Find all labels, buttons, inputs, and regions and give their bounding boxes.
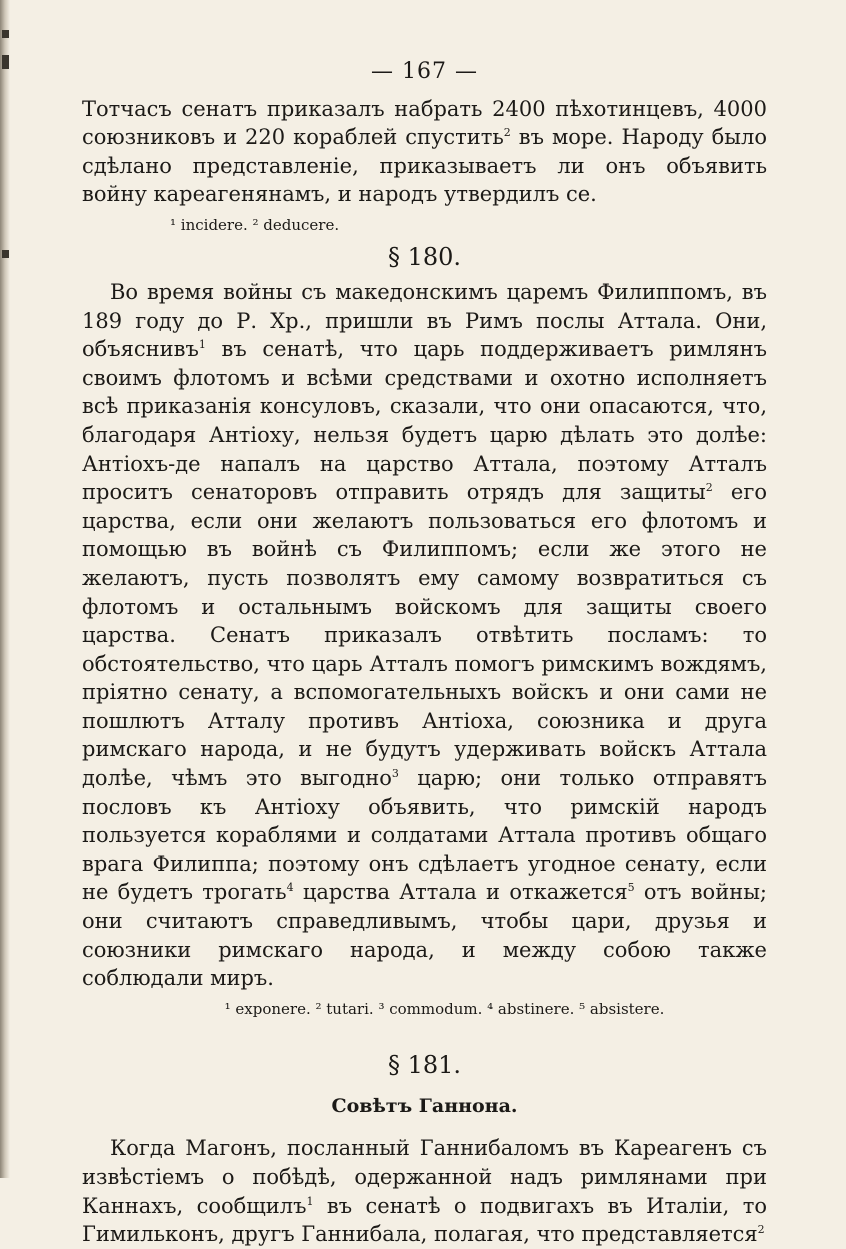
section-180-paragraph	[82, 278, 767, 993]
footnote-ref: 2	[503, 126, 511, 140]
footnote-ref: 3	[391, 767, 399, 781]
edge-mark	[2, 30, 9, 38]
text-run: Когда Магонъ, посланный Ганнибаломъ въ Кареагенъ съ извѣстіемъ о побѣдѣ, одержанной надъ римлянами при Каннахъ, сообщилъ	[82, 1136, 767, 1218]
edge-mark	[2, 55, 9, 69]
text-run: въ море. Народу было сдѣлано представленіе, приказываетъ ли онъ объявить войну кареагенянамъ, и народъ утвердилъ се.	[82, 125, 767, 207]
section-180-heading: § 180.	[387, 242, 462, 271]
text-run: царю; они только отправятъ пословъ къ Антіоху объявить, что римскій народъ пользуется кораблями и солдатами Аттала противъ общаго врага Филиппа; поэтому онъ сдѣлаетъ угодное сенату, если не будетъ трогать	[82, 766, 767, 905]
footnote-ref: 2	[705, 481, 713, 495]
section-181-heading: § 181.	[387, 1050, 462, 1079]
text-run: въ сенатѣ о подвигахъ въ Италіи, то Гимильконъ, другъ Ганнибала, полагая, что представляется	[82, 1193, 767, 1247]
footnotes-section-180: ¹ exponere. ² tutari. ³ commodum. ⁴ abstinere. ⁵ absistere.	[224, 999, 665, 1018]
text-run: царства Аттала и откажется	[293, 880, 628, 905]
top-paragraph	[82, 95, 767, 209]
page-edge	[0, 0, 10, 1178]
footnote-ref: 1	[198, 338, 206, 352]
text-run: Во время войны съ македонскимъ царемъ Филиппомъ, въ 189 году до Р. Хр., пришли въ Римъ послы Аттала. Они, объяснивъ	[82, 279, 767, 362]
footnotes-top: ¹ incidere. ² deducere.	[170, 215, 340, 234]
footnote-ref: 5	[627, 881, 635, 895]
section-181-paragraph	[82, 1134, 767, 1248]
edge-mark	[2, 250, 9, 258]
text-run: его царства, если они желаютъ пользоваться его флотомъ и помощью въ войнѣ съ Филиппомъ; если же этого не желаютъ, пусть позволятъ ему самому возвратиться съ флотомъ и остальнымъ войскомъ для защиты своего царства. Сенатъ приказалъ отвѣтить посламъ: то обстоятельство, что царь Атталъ помогъ римскимъ вождямъ, пріятно сенату, а вспомогательныхъ войскъ и они сами не пошлютъ Атталу противъ Антіоха, союзника и друга римскаго народа, и не будутъ удерживать войскъ Аттала долѣе, чѣмъ это выгодно	[82, 480, 768, 791]
text-run: отъ войны; они считаютъ справедливымъ, чтобы цари, друзья и союзники римскаго народа, и между собою также соблюдали миръ.	[82, 880, 767, 991]
text-run: въ сенатѣ, что царь поддерживаетъ римлянъ своимъ флотомъ и всѣми средствами и охотно исполняетъ всѣ приказанія консуловъ, сказали, что они опасаются, что, благодаря Антіоху, нельзя будетъ царю дѣлать это долѣе: Антіохъ-де напалъ на царство Аттала, поэтому Атталъ проситъ сенаторовъ отправить отрядъ для защиты	[82, 337, 767, 505]
footnote-ref: 4	[286, 881, 294, 895]
page-text	[82, 58, 767, 1249]
page-number: — 167 —	[371, 59, 478, 84]
text-run: Тотчасъ сенатъ приказалъ набрать 2400 пѣхотинцевъ, 4000 союзниковъ и 220 кораблей спустить	[82, 96, 767, 150]
section-181-subtitle: Совѣтъ Ганнона.	[331, 1094, 518, 1117]
footnote-ref: 2	[757, 1223, 765, 1237]
footnote-ref: 1	[306, 1194, 314, 1208]
